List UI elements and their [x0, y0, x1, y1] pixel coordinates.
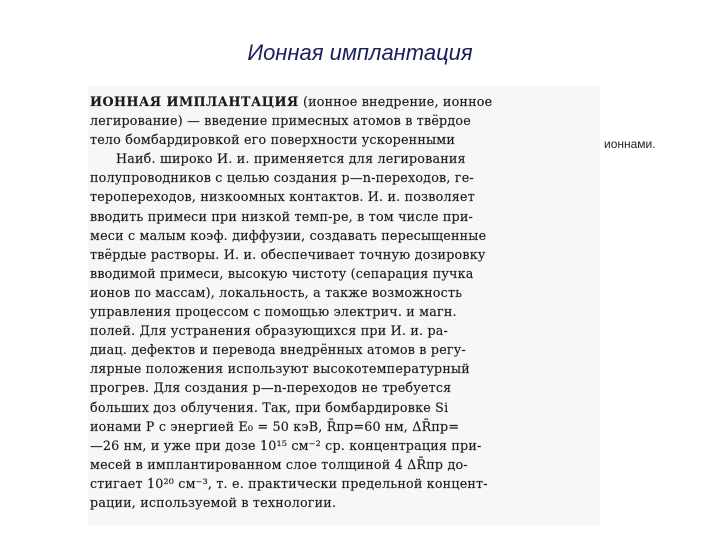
article-line: ионами P с энергией E₀ = 50 кэВ, R̄пр=60 нм, ΔR̄пр= — [90, 418, 460, 434]
article-line: лярные положения используют высокотемпературный — [90, 361, 470, 377]
article-line: полей. Для устранения образующихся при И. и. ра- — [90, 323, 449, 339]
article-line: месей в имплантированном слое толщиной 4 ΔR̄пр до- — [90, 456, 468, 472]
article-line: ионов по массам), локальность, а также возможность — [90, 284, 463, 300]
article-line — [90, 92, 598, 111]
article-line: —26 нм, и уже при дозе 10¹⁵ см⁻² ср. концентрация при- — [90, 437, 482, 453]
article-line: управления процессом с помощью электрич. и магн. — [90, 304, 457, 320]
article-line: твёрдые растворы. И. и. обеспечивает точную дозировку — [90, 246, 486, 262]
scanned-encyclopedia-article — [88, 86, 600, 526]
article-line: полупроводников с целью создания p—n-переходов, ге- — [90, 170, 474, 186]
overflow-word: ионнами. — [604, 137, 656, 151]
article-line: больших доз облучения. Так, при бомбардировке Si — [90, 399, 449, 415]
article-line: вводимой примеси, высокую чистоту (сепарация пучка — [90, 265, 474, 281]
article-line: прогрев. Для создания p—n-переходов не требуется — [90, 380, 452, 396]
article-line-text: (ионное внедрение, ионное — [298, 94, 493, 109]
article-line: легирование) — введение примесных атомов в твёрдое — [90, 113, 471, 129]
article-line: меси с малым коэф. диффузии, создавать пересыщенные — [90, 227, 487, 243]
article-line: тeропереходов, низкоомных контактов. И. и. позволяет — [90, 189, 475, 205]
article-line: диац. дефектов и перевода внедрённых атомов в регу- — [90, 342, 466, 358]
article-heading: ИОННАЯ ИМПЛАНТАЦИЯ — [90, 94, 299, 109]
article-text — [90, 92, 598, 512]
slide-title: Ионная имплантация — [247, 40, 473, 65]
article-line: вводить примеси при низкой темп-ре, в том числе при- — [90, 208, 473, 224]
article-line: рации, используемой в технологии. — [90, 494, 337, 510]
article-line: тело бомбардировкой его поверхности ускоренными — [90, 132, 456, 148]
article-line: стигает 10²⁰ см⁻³, т. е. практически предельной концент- — [90, 475, 488, 491]
article-line: Наиб. широко И. и. применяется для легирования — [116, 151, 466, 167]
